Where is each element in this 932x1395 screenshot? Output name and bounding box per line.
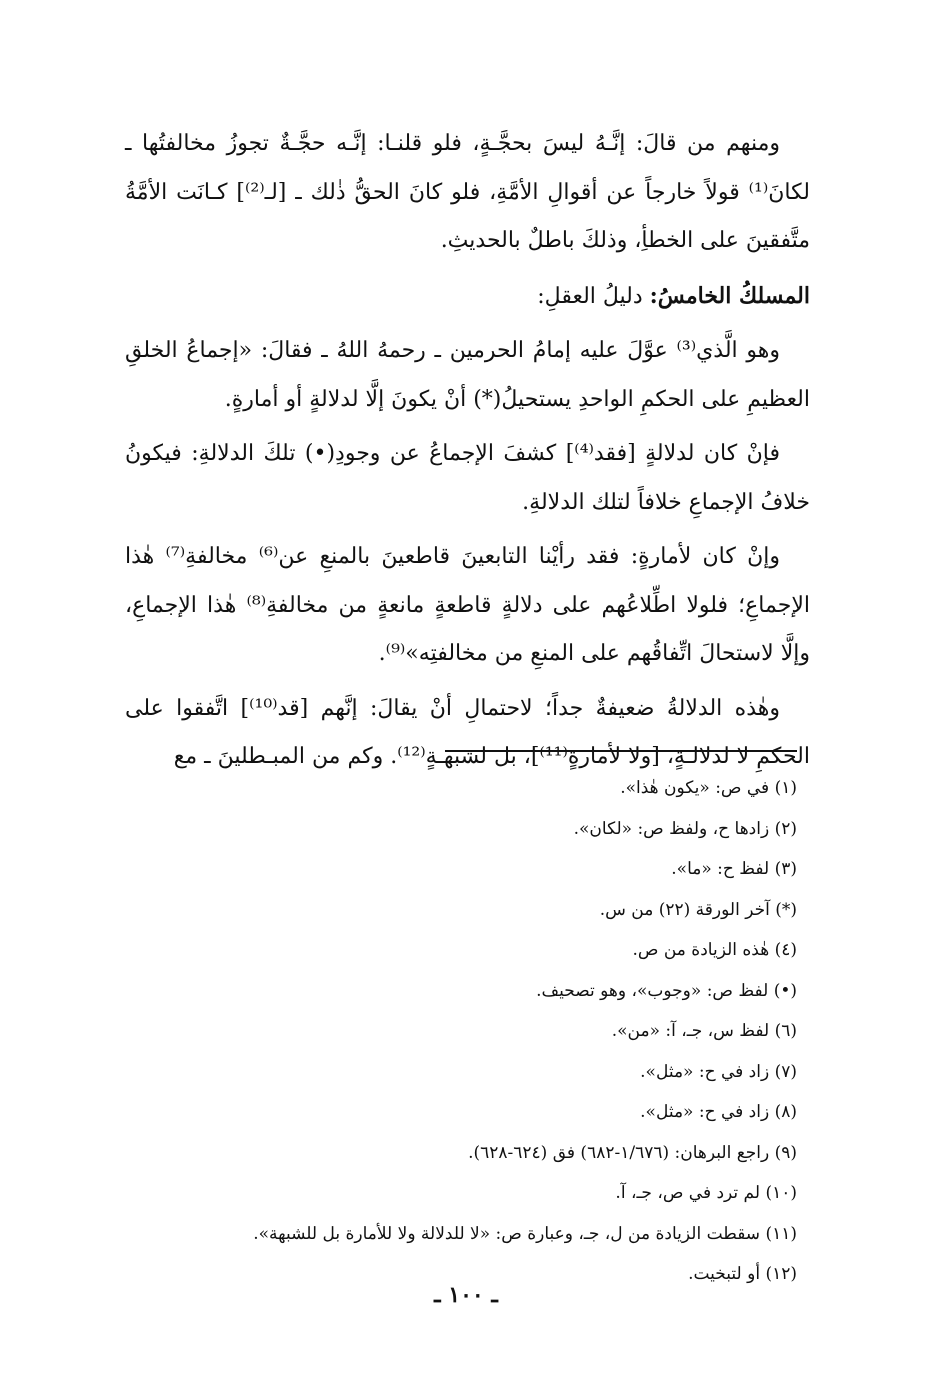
footnote-divider (445, 750, 797, 752)
paragraph-5: وإنْ كان لأمارةٍ: فقد رأيْنا التابعينَ قاطعينَ بالمنعِ عن⁽⁶⁾ مخالفةِ⁽⁷⁾ هٰذا الإجماعِ؛ فلولا اطِّلاعُهم على دلالةٍ قاطعةٍ مانعةٍ من مخالفةِ⁽⁸⁾ هٰذا الإجماعِ، وإلَّا لاستحالَ اتِّفاقُهم على المنعِ من مخالفتِه»⁽⁹⁾. (125, 544, 810, 666)
paragraph-4: فإنْ كان لدلالةٍ [فقد⁽⁴⁾] كشفَ الإجماعُ عن وجودِ(•) تلكَ الدلالةِ: فيكونُ خلافُ الإجماعِ خلافاً لتلك الدلالةِ. (125, 441, 810, 515)
footnote: (١) في ص: «يكون هٰذا». (620, 778, 797, 798)
footnote: (٢) زادها ح، ولفظ ص: «لكان». (573, 818, 797, 839)
paragraph-3: وهو الَّذي⁽³⁾ عوَّلَ عليه إمامُ الحرمين ـ رحمهُ اللهُ ـ فقالَ: «إجماعُ الخلقِ العظيمِ على الحكمِ الواحدِ يستحيلُ(*) أنْ يكونَ إلَّا لدلالةٍ أو أمارةٍ. (125, 338, 810, 412)
footnote: (٦) لفظ س، جـ، آ: «من». (611, 1021, 797, 1041)
paragraph-6: وهٰذه الدلالةُ ضعيفةٌ جداً؛ لاحتمالِ أنْ يقالَ: إنَّهم [قد⁽¹⁰⁾] اتَّفقوا على الحكمِ لا لدلالـةٍ، [ولا لأمارةٍ⁽¹¹⁾]، بل لشبهـةٍ⁽¹²⁾. وكم من المبـطلينَ ـ مع (125, 695, 810, 769)
section-heading-title: المسلكُ الخامسُ: (649, 282, 810, 309)
footnote: (*) آخر الورقة (٢٢) من س. (599, 899, 797, 920)
footnote: (١٢) أو لتبخيت. (688, 1264, 797, 1284)
footnote: (١١) سقطت الزيادة من ل، جـ، وعبارة ص: «لا للدلالة ولا للأمارة بل للشبهة». (253, 1223, 797, 1244)
paragraph-1: ومنهم من قالَ: إنَّـهُ ليسَ بحجَّـةٍ، فلو قلنـا: إنَّـه حجَّـةٌ تجوزُ مخالفتُها ـ لكانَ⁽¹⁾ قولاً خارجاً عن أقوالِ الأمَّةِ، فلو كانَ الحقُّ ذٰلك ـ [لـ⁽²⁾] كـانَت الأمَّةُ متَّفقينَ على الخطأِ، وذلكَ باطلٌ بالحديثِ. (125, 131, 810, 253)
footnote: (٨) زاد في ح: «مثل». (640, 1102, 797, 1122)
footnote: (•) لفظ ص: «وجوب»، وهو تصحيف. (536, 980, 797, 1001)
main-text (125, 120, 810, 788)
page-number: ـ ١٠٠ ـ (434, 1282, 498, 1308)
footnote: (٣) لفظ ح: «ما». (671, 859, 797, 879)
footnote: (٩) راجع البرهان: (١/٦٧٦-٦٨٢) فق (٦٢٤-٦٢٨). (468, 1142, 797, 1163)
footnote: (١٠) لم ترد في ص، جـ، آ. (615, 1183, 797, 1203)
section-heading-subtitle: دليلُ العقلِ: (537, 283, 650, 309)
footnotes-list (125, 768, 797, 1295)
section-heading (125, 272, 810, 322)
footnote: (٤) هٰذه الزيادة من ص. (632, 940, 797, 960)
footnote: (٧) زاد في ح: «مثل». (640, 1061, 797, 1082)
